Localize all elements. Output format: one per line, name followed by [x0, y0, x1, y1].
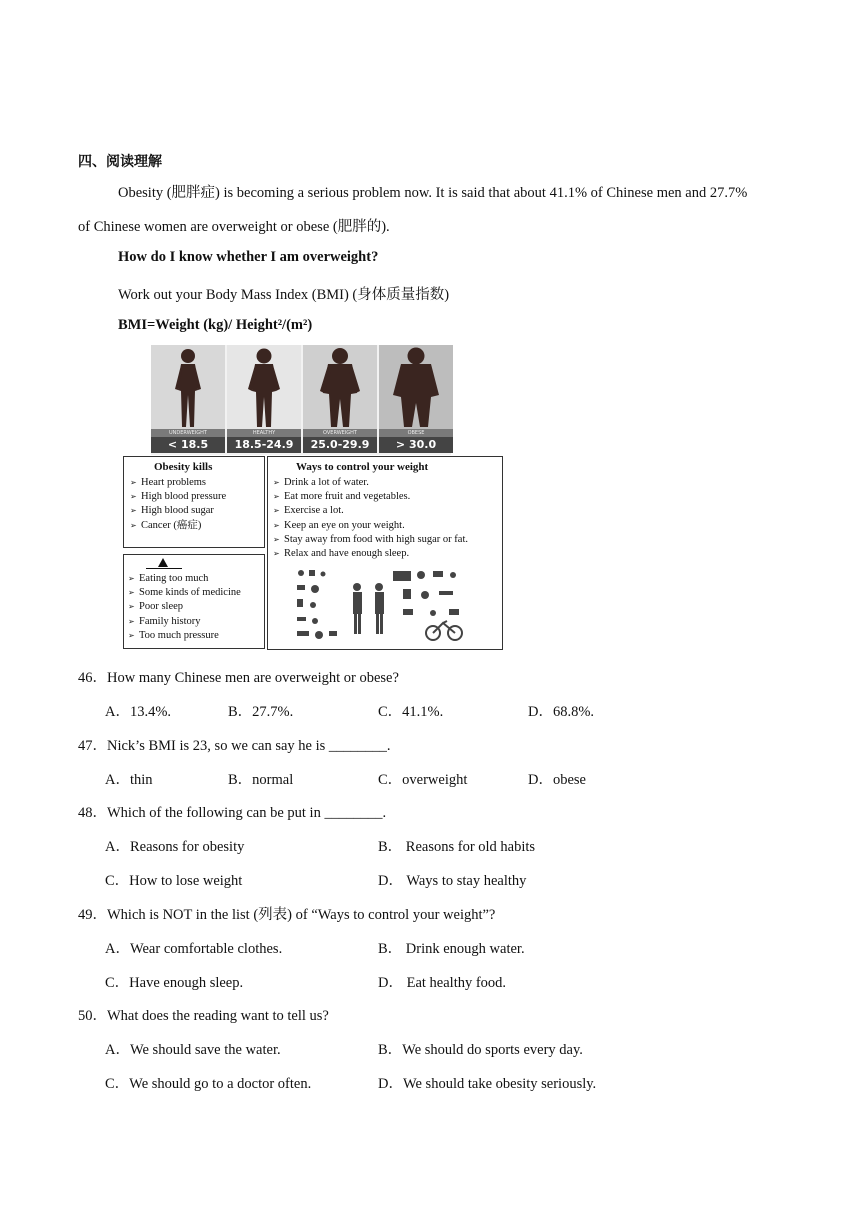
arrow-icon: ➢ — [273, 506, 280, 516]
bmi-panel-healthy — [227, 345, 301, 455]
obesity-kills-box — [123, 456, 265, 548]
overweight-silhouette-icon — [303, 345, 377, 429]
question-46: 46．How many Chinese men are overweight or obese? — [78, 670, 399, 686]
arrow-icon: ➢ — [130, 520, 137, 530]
list-item: ➢ Keep an eye on your weight. — [273, 519, 468, 533]
bmi-chart-strip — [151, 345, 451, 455]
blank-triangle-icon — [158, 558, 168, 567]
obese-silhouette-icon — [379, 345, 453, 429]
bmi-instruction: Work out your Body Mass Index (BMI) (身体质量指数) — [118, 287, 450, 303]
list-item: ➢ Family history — [128, 615, 241, 629]
arrow-icon: ➢ — [128, 574, 135, 583]
list-item: ➢ Some kinds of medicine — [128, 586, 241, 600]
bmi-formula: BMI=Weight (kg)/ Height²/(m²) — [118, 317, 313, 333]
option-49-a[interactable]: A．Wear comfortable clothes. — [105, 941, 283, 957]
list-item: ➢ High blood pressure — [130, 490, 226, 504]
arrow-icon: ➢ — [273, 492, 280, 502]
bmi-label-healthy: HEALTHY — [227, 429, 301, 437]
arrow-icon: ➢ — [128, 630, 135, 640]
option-48-c[interactable]: C．How to lose weight — [105, 873, 243, 889]
bmi-value-obese: > 30.0 — [379, 437, 453, 453]
option-46-a[interactable]: A．13.4%. — [105, 704, 172, 720]
question-48: 48．Which of the following can be put in ________. — [78, 805, 387, 821]
reasons-box — [123, 554, 265, 649]
arrow-icon: ➢ — [273, 478, 280, 487]
option-47-c[interactable]: C．overweight — [378, 772, 468, 788]
reasons-list — [128, 572, 241, 643]
bmi-value-healthy: 18.5-24.9 — [227, 437, 301, 453]
bmi-value-overweight: 25.0-29.9 — [303, 437, 377, 453]
ways-list — [273, 476, 468, 561]
healthy-silhouette-icon — [227, 345, 301, 429]
passage-line-2: of Chinese women are overweight or obese (肥胖的). — [78, 219, 390, 235]
list-item: ➢ Relax and have enough sleep. — [273, 547, 468, 561]
bmi-label-overweight: OVERWEIGHT — [303, 429, 377, 437]
list-item: ➢ Exercise a lot. — [273, 504, 468, 518]
list-item: ➢ Eat more fruit and vegetables. — [273, 490, 468, 504]
option-50-c[interactable]: C．We should go to a doctor often. — [105, 1076, 312, 1092]
option-47-d[interactable]: D．obese — [528, 772, 586, 788]
bmi-label-obese: OBESE — [379, 429, 453, 437]
bmi-panel-underweight — [151, 345, 225, 455]
arrow-icon: ➢ — [273, 520, 280, 530]
option-49-b[interactable]: B． Drink enough water. — [378, 941, 525, 957]
option-48-d[interactable]: D． Ways to stay healthy — [378, 873, 527, 889]
question-heading: How do I know whether I am overweight? — [118, 249, 379, 265]
ways-to-control-weight-box — [267, 456, 503, 650]
arrow-icon: ➢ — [128, 616, 135, 626]
list-item: ➢ Too much pressure — [128, 629, 241, 643]
arrow-icon: ➢ — [273, 549, 280, 559]
question-49: 49．Which is NOT in the list (列表) of “Ways to control your weight”? — [78, 907, 496, 923]
question-50: 50．What does the reading want to tell us? — [78, 1008, 329, 1024]
bmi-figure — [121, 345, 505, 651]
bmi-panel-obese — [379, 345, 453, 455]
question-47: 47．Nick’s BMI is 23, so we can say he is ________. — [78, 738, 391, 754]
list-item: ➢ High blood sugar — [130, 504, 226, 518]
section-title: 四、阅读理解 — [78, 154, 162, 170]
underweight-silhouette-icon — [151, 345, 225, 429]
option-50-a[interactable]: A．We should save the water. — [105, 1042, 281, 1058]
list-item: ➢ Heart problems — [130, 476, 226, 490]
list-item: ➢ Stay away from food with high sugar or fat. — [273, 533, 468, 547]
option-49-d[interactable]: D． Eat healthy food. — [378, 975, 507, 991]
healthy-lifestyle-illustration-icon — [293, 565, 473, 645]
bmi-label-underweight: UNDERWEIGHT — [151, 429, 225, 437]
bmi-value-underweight: < 18.5 — [151, 437, 225, 453]
option-47-a[interactable]: A．thin — [105, 772, 153, 788]
list-item: ➢ Drink a lot of water. — [273, 476, 468, 490]
list-item: ➢ Poor sleep — [128, 600, 241, 614]
arrow-icon: ➢ — [130, 492, 137, 502]
option-50-b[interactable]: B．We should do sports every day. — [378, 1042, 583, 1058]
obesity-kills-list — [130, 476, 226, 533]
list-item: ➢ Eating too much — [128, 572, 241, 586]
arrow-icon: ➢ — [273, 534, 280, 544]
list-item: ➢ Cancer (癌症) — [130, 519, 226, 533]
arrow-icon: ➢ — [130, 478, 137, 487]
option-48-a[interactable]: A．Reasons for obesity — [105, 839, 245, 855]
option-46-d[interactable]: D．68.8%. — [528, 704, 595, 720]
option-49-c[interactable]: C．Have enough sleep. — [105, 975, 244, 991]
option-47-b[interactable]: B．normal — [228, 772, 294, 788]
option-46-c[interactable]: C．41.1%. — [378, 704, 444, 720]
option-46-b[interactable]: B．27.7%. — [228, 704, 294, 720]
arrow-icon: ➢ — [128, 588, 135, 598]
bmi-panel-overweight — [303, 345, 377, 455]
arrow-icon: ➢ — [130, 506, 137, 516]
passage-line-1: Obesity (肥胖症) is becoming a serious problem now. It is said that about 41.1% of Chinese men and 27.7% — [118, 185, 748, 201]
option-48-b[interactable]: B． Reasons for old habits — [378, 839, 536, 855]
obesity-kills-title: Obesity kills — [154, 461, 213, 473]
ways-title: Ways to control your weight — [296, 461, 429, 473]
blank-line — [146, 568, 182, 569]
option-50-d[interactable]: D．We should take obesity seriously. — [378, 1076, 597, 1092]
arrow-icon: ➢ — [128, 602, 135, 612]
